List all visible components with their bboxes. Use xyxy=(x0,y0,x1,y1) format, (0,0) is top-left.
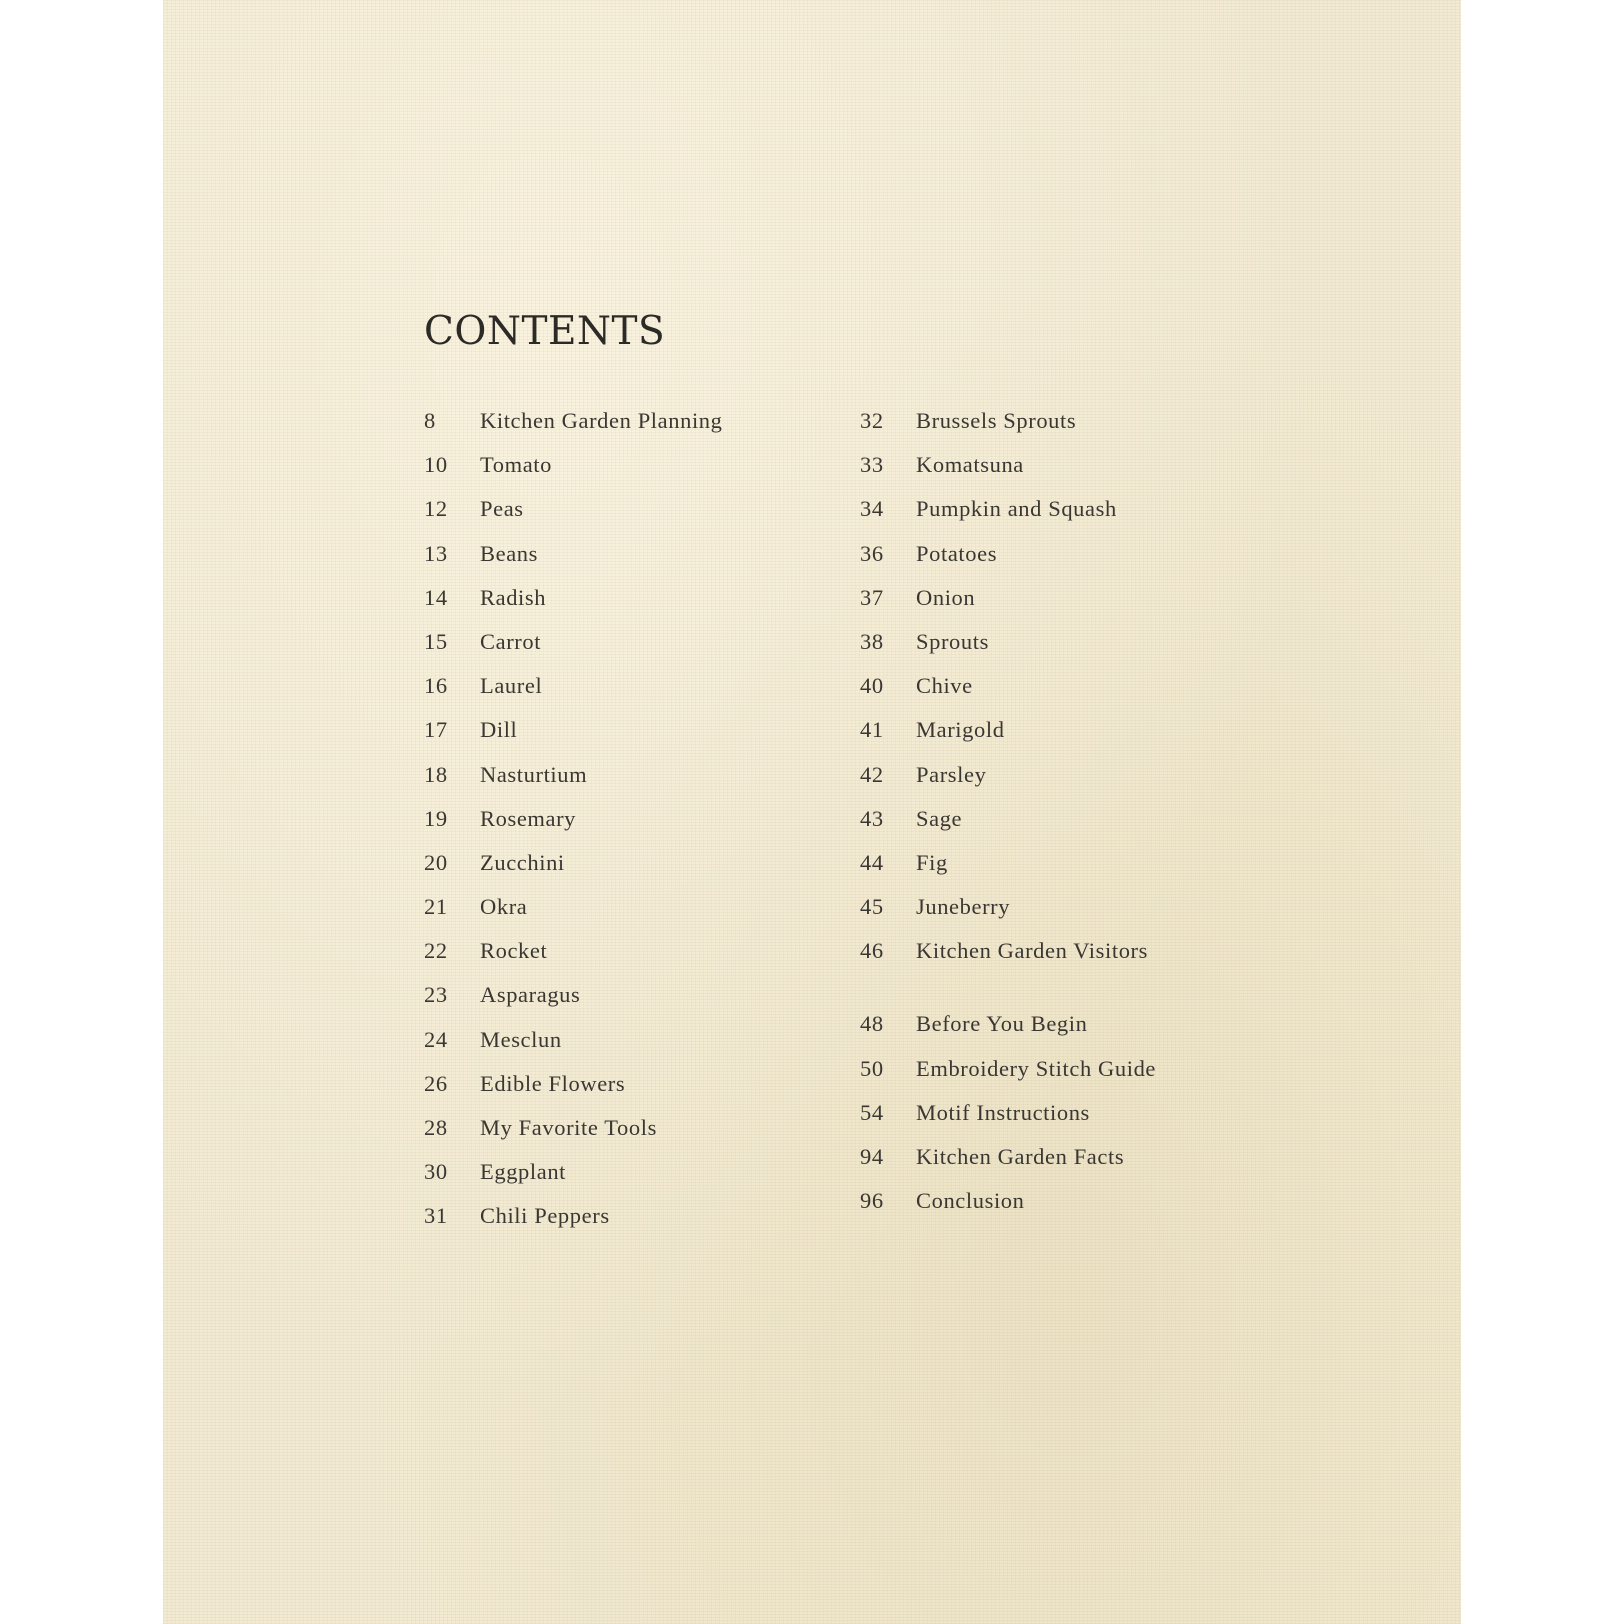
toc-page-number: 94 xyxy=(860,1144,884,1169)
toc-label: Zucchini xyxy=(480,849,565,875)
toc-label: Juneberry xyxy=(916,894,1011,920)
toc-label: Rosemary xyxy=(480,805,577,831)
toc-page-number: 41 xyxy=(860,717,884,743)
toc-page-number: 50 xyxy=(860,1055,884,1081)
toc-entry[interactable] xyxy=(424,1115,864,1159)
toc-page-number: 34 xyxy=(860,496,884,522)
toc-entry[interactable] xyxy=(424,806,864,850)
toc-label: Peas xyxy=(480,496,524,522)
toc-page-number: 33 xyxy=(860,452,884,478)
toc-page-number: 96 xyxy=(860,1188,884,1214)
toc-page-number: 37 xyxy=(860,584,884,610)
toc-page-number: 19 xyxy=(424,805,448,831)
toc-entry[interactable] xyxy=(424,496,864,540)
toc-label: Embroidery Stitch Guide xyxy=(916,1055,1157,1081)
toc-page-number: 12 xyxy=(424,496,448,522)
toc-label: Pumpkin and Squash xyxy=(916,496,1117,522)
toc-entry[interactable] xyxy=(424,673,864,717)
toc-page-number: 43 xyxy=(860,805,884,831)
toc-label: Laurel xyxy=(480,673,543,699)
toc-page-number: 45 xyxy=(860,894,884,920)
toc-entry[interactable] xyxy=(860,408,1300,452)
toc-label: Kitchen Garden Facts xyxy=(916,1144,1125,1169)
contents-title: CONTENTS xyxy=(424,309,666,354)
toc-entry[interactable] xyxy=(860,850,1300,894)
toc-label: Motif Instructions xyxy=(916,1099,1090,1125)
toc-page-number: 36 xyxy=(860,540,884,566)
toc-page-number: 48 xyxy=(860,1011,884,1037)
toc-page-number: 10 xyxy=(424,452,448,478)
contents-right-column xyxy=(860,408,1300,1232)
toc-label: Sage xyxy=(916,805,963,831)
toc-label: Sprouts xyxy=(916,628,989,654)
toc-entry[interactable] xyxy=(860,894,1300,938)
toc-entry[interactable] xyxy=(860,938,1300,982)
toc-page-number: 13 xyxy=(424,540,448,566)
toc-entry[interactable] xyxy=(860,673,1300,717)
toc-entry[interactable] xyxy=(860,762,1300,806)
toc-entry[interactable] xyxy=(424,452,864,496)
toc-entry[interactable] xyxy=(424,982,864,1026)
toc-page-number: 42 xyxy=(860,761,884,787)
toc-label: Komatsuna xyxy=(916,452,1024,478)
toc-label: Tomato xyxy=(480,452,553,478)
toc-entry[interactable] xyxy=(424,629,864,673)
toc-entry[interactable] xyxy=(424,585,864,629)
toc-page-number: 16 xyxy=(424,673,448,699)
toc-label: Chili Peppers xyxy=(480,1203,610,1229)
toc-page-number: 30 xyxy=(424,1159,448,1185)
toc-label: Chive xyxy=(916,673,973,699)
toc-page-number: 24 xyxy=(424,1026,448,1052)
toc-entry[interactable] xyxy=(860,1144,1300,1188)
toc-page-number: 18 xyxy=(424,761,448,787)
toc-label: Dill xyxy=(480,717,518,743)
toc-page-number: 32 xyxy=(860,408,884,433)
toc-entry[interactable] xyxy=(424,717,864,761)
toc-page-number: 22 xyxy=(424,938,448,964)
toc-label: Brussels Sprouts xyxy=(916,408,1077,433)
toc-entry[interactable] xyxy=(860,585,1300,629)
toc-page-number: 14 xyxy=(424,584,448,610)
toc-label: Potatoes xyxy=(916,540,998,566)
toc-entry[interactable] xyxy=(424,541,864,585)
toc-label: My Favorite Tools xyxy=(480,1115,657,1140)
toc-label: Conclusion xyxy=(916,1188,1025,1214)
toc-entry[interactable] xyxy=(860,717,1300,761)
toc-page-number: 23 xyxy=(424,982,448,1008)
toc-entry[interactable] xyxy=(424,1159,864,1203)
toc-entry[interactable] xyxy=(860,1011,1300,1055)
toc-page-number: 28 xyxy=(424,1115,448,1140)
section-spacer xyxy=(860,982,1300,1011)
toc-label: Parsley xyxy=(916,761,987,787)
toc-page-number: 20 xyxy=(424,849,448,875)
toc-label: Mesclun xyxy=(480,1026,562,1052)
toc-page-number: 31 xyxy=(424,1203,448,1229)
toc-page-number: 21 xyxy=(424,894,448,920)
toc-page-number: 40 xyxy=(860,673,884,699)
toc-entry[interactable] xyxy=(424,850,864,894)
toc-page-number: 8 xyxy=(424,408,436,433)
toc-entry[interactable] xyxy=(860,541,1300,585)
toc-entry[interactable] xyxy=(860,1056,1300,1100)
toc-entry[interactable] xyxy=(424,408,864,452)
toc-label: Asparagus xyxy=(480,982,581,1008)
toc-entry[interactable] xyxy=(860,1100,1300,1144)
toc-entry[interactable] xyxy=(424,762,864,806)
toc-label: Eggplant xyxy=(480,1159,567,1185)
toc-label: Before You Begin xyxy=(916,1011,1088,1037)
toc-page-number: 15 xyxy=(424,628,448,654)
toc-label: Marigold xyxy=(916,717,1005,743)
toc-label: Nasturtium xyxy=(480,761,588,787)
toc-entry[interactable] xyxy=(860,629,1300,673)
toc-label: Kitchen Garden Visitors xyxy=(916,938,1148,964)
toc-entry[interactable] xyxy=(424,1027,864,1071)
toc-entry[interactable] xyxy=(860,452,1300,496)
toc-page-number: 46 xyxy=(860,938,884,964)
toc-label: Kitchen Garden Planning xyxy=(480,408,723,433)
toc-entry[interactable] xyxy=(860,1188,1300,1232)
toc-entry[interactable] xyxy=(860,806,1300,850)
toc-label: Fig xyxy=(916,849,948,875)
toc-label: Rocket xyxy=(480,938,548,964)
toc-entry[interactable] xyxy=(424,894,864,938)
toc-label: Edible Flowers xyxy=(480,1070,626,1096)
toc-page-number: 26 xyxy=(424,1070,448,1096)
toc-page-number: 38 xyxy=(860,628,884,654)
toc-page-number: 44 xyxy=(860,849,884,875)
toc-label: Carrot xyxy=(480,628,542,654)
toc-entry[interactable] xyxy=(424,1071,864,1115)
toc-page-number: 17 xyxy=(424,717,448,743)
toc-entry[interactable] xyxy=(860,496,1300,540)
toc-page-number: 54 xyxy=(860,1099,884,1125)
toc-label: Radish xyxy=(480,584,547,610)
toc-entry[interactable] xyxy=(424,1203,864,1247)
toc-label: Okra xyxy=(480,894,528,920)
toc-label: Onion xyxy=(916,584,976,610)
contents-left-column xyxy=(424,408,864,1248)
toc-label: Beans xyxy=(480,540,538,566)
toc-entry[interactable] xyxy=(424,938,864,982)
